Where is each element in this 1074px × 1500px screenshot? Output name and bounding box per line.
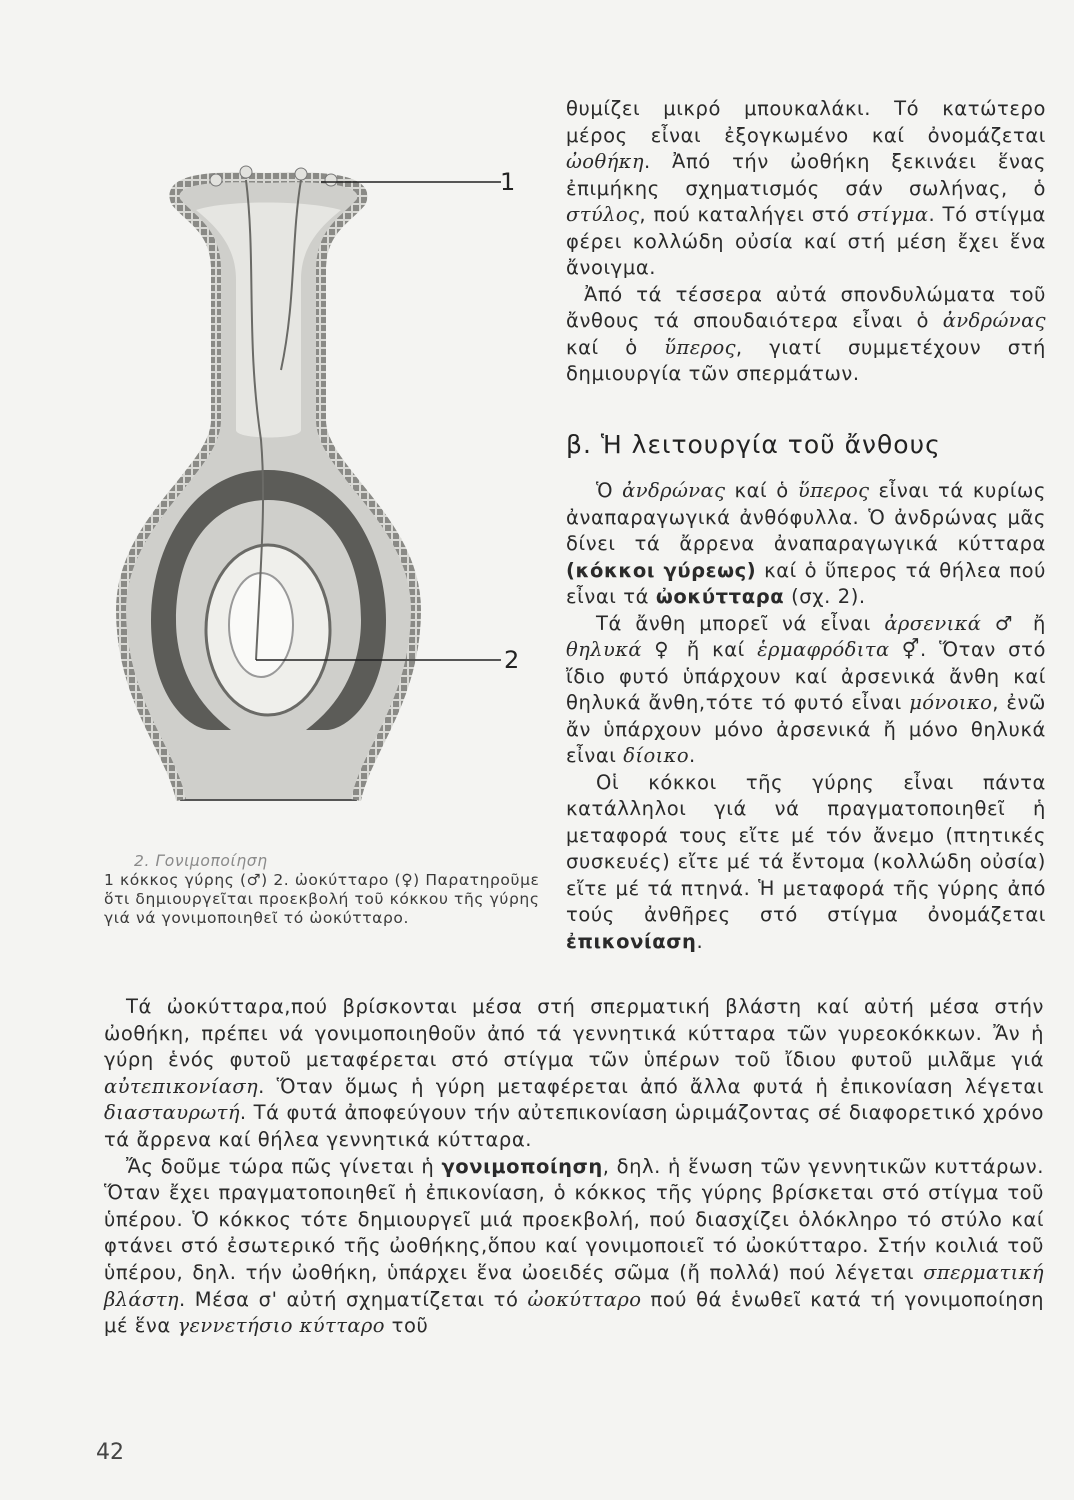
- figure-label-2: 2: [504, 646, 520, 674]
- pollen-grain: [240, 166, 252, 178]
- figure-label-1: 1: [500, 168, 516, 196]
- pollen-grain: [210, 174, 222, 186]
- paragraph: Τά ὠοκύτταρα,πού βρίσκονται μέσα στή σπερματική βλάστη καί αὐτή μέσα στήν ὠοθήκη, πρέπει νά γονιμοποιηθοῦν ἀπό τά γεννητικά κύτταρα τῶν γυρεοκόκκων. Ἄν ἡ γύρη ἑνός φυτοῦ μεταφέρεται στό στίγμα τῶν ὑπέρων τοῦ ἴδιου φυτοῦ μιλᾶμε γιά αὐτεπικονίαση. Ὅταν ὅμως ἡ γύρη μεταφέρεται ἀπό ἄλλα φυτά ἡ ἐπικονίαση λέγεται διασταυρωτή. Τά φυτά ἀποφεύγουν τήν αὐτεπικονίαση ὡριμάζοντας σέ διαφορετικό χρόνο τά ἄρρενα καί θήλεα γεννητικά κύτταρα.: [104, 995, 1044, 1151]
- pollen-grain: [295, 168, 307, 180]
- right-column-mid: [566, 478, 1046, 955]
- caption-text: 1 κόκκος γύρης (♂) 2. ὠοκύτταρο (♀) Παρατηροῦμε ὅτι δημιουργεῖται προεκβολή τοῦ κόκκου τῆς γύρης γιά νά γονιμοποιηθεῖ τό ὠοκύτταρο.: [104, 871, 540, 927]
- pistil-diagram: [96, 140, 526, 850]
- section-heading: β. Ἡ λειτουργία τοῦ ἄνθους: [566, 430, 941, 459]
- egg-cell-region: [229, 573, 293, 677]
- pistil-illustration: [96, 140, 526, 850]
- paragraph: Τά ἄνθη μπορεῖ νά εἶναι ἀρσενικά ♂ ἤ θηλυκά ♀ ἤ καί ἑρμαφρόδιτα ⚥. Ὅταν στό ἴδιο φυτό ὑπάρχουν καί ἀρσενικά ἄνθη καί θηλυκά ἄνθη,τότε τό φυτό εἶναι μόνοικο, ἐνῶ ἄν ὑπάρχουν μόνο ἀρσενικά ἤ μόνο θηλυκά εἶναι δίοικο.: [566, 611, 1046, 767]
- bottom-text: [104, 994, 1044, 1340]
- page-number: 42: [96, 1440, 124, 1465]
- caption-title: 2. Γονιμοποίηση: [134, 852, 268, 870]
- paragraph: Ἄς δοῦμε τώρα πῶς γίνεται ἡ γονιμοποίηση, δηλ. ἡ ἕνωση τῶν γεννητικῶν κυττάρων. Ὅταν ἔχει πραγματοποιηθεῖ ἡ ἐπικονίαση, ὁ κόκκος τῆς γύρης βρίσκεται στό στίγμα τοῦ ὑπέρου. Ὁ κόκκος τότε δημιουργεῖ μιά προεκβολή, πού διασχίζει ὁλόκληρο τό στύλο καί φτάνει στό ἐσωτερικό τῆς ὠοθήκης,ὅπου καί γονιμοποιεῖ τό ὠοκύτταρο. Στήν κοιλιά τοῦ ὑπέρου, δηλ. τήν ὠοθήκη, ὑπάρχει ἕνα ὠοειδές σῶμα (ἤ πολλά) πού λέγεται σπερματική βλάστη. Μέσα σ' αὐτή σχηματίζεται τό ὠοκύτταρο πού θά ἑνωθεῖ κατά τή γονιμοποίηση μέ ἕνα γεννετήσιο κύτταρο τοῦ: [104, 1154, 1045, 1338]
- paragraph: θυμίζει μικρό μπουκαλάκι. Τό κατώτερο μέρος εἶναι ἐξογκωμένο καί ὀνομάζεται ὠοθήκη. Ἀπό τήν ὠοθήκη ξεκινάει ἕνας ἐπιμήκης σχηματισμός σάν σωλήνας, ὁ στύλος, πού καταλήγει στό στίγμα. Τό στίγμα φέρει κολλώδη οὐσία καί στή μέση ἔχει ἕνα ἄνοιγμα.: [566, 97, 1046, 279]
- right-column-top: [566, 96, 1046, 388]
- paragraph: Ἀπό τά τέσσερα αὐτά σπονδυλώματα τοῦ ἄνθους τά σπουδαιότερα εἶναι ὁ ἀνδρώνας καί ὁ ὕπερος, γιατί συμμετέχουν στή δημιουργία τῶν σπερμάτων.: [566, 282, 1047, 385]
- pollen-grain: [325, 174, 337, 186]
- paragraph: Ὁ ἀνδρώνας καί ὁ ὕπερος εἶναι τά κυρίως ἀναπαραγωγικά ἀνθόφυλλα. Ὁ ἀνδρώνας μᾶς δίνει τά ἄρρενα ἀναπαραγωγικά κύτταρα (κόκκοι γύρεως) καί ὁ ὕπερος τά θήλεα πού εἶναι τά ὠοκύτταρα (σχ. 2).: [566, 479, 1046, 608]
- figure-caption: [104, 852, 544, 928]
- paragraph: Οἱ κόκκοι τῆς γύρης εἶναι πάντα κατάλληλοι γιά νά πραγματοποιηθεῖ ἡ μεταφορά τους εἴτε μέ τόν ἄνεμο (πτητικές συσκευές) εἴτε μέ τά ἔντομα (κολλώδη οὐσία) εἴτε μέ τά πτηνά. Ἡ μεταφορά τῆς γύρης ἀπό τούς ἀνθῆρες στό στίγμα ὀνομάζεται ἐπικονίαση.: [566, 770, 1046, 953]
